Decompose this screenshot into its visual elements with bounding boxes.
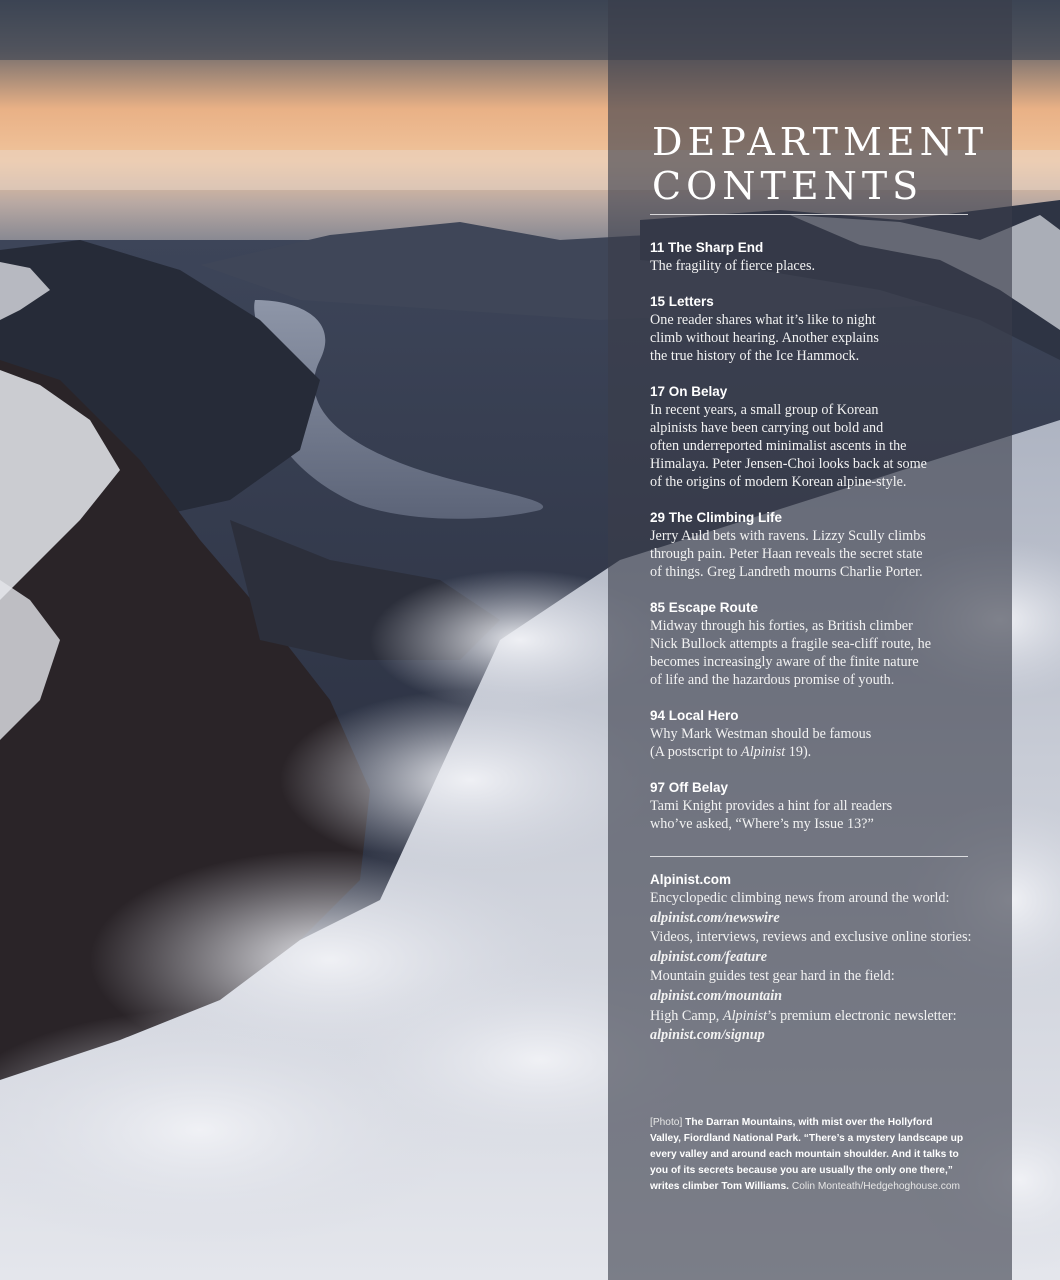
web-link-newswire[interactable]: alpinist.com/newswire — [650, 909, 780, 926]
entry-heading: 29 The Climbing Life — [650, 510, 783, 525]
web-item-text: Encyclopedic climbing news from around the world: — [650, 890, 950, 906]
caption-tag: [Photo] — [650, 1117, 683, 1128]
web-item-text — [650, 1007, 980, 1027]
entry-heading: 17 On Belay — [650, 384, 728, 399]
web-heading[interactable]: Alpinist.com — [650, 872, 732, 887]
contents-entry[interactable] — [650, 383, 980, 491]
entry-description — [650, 797, 980, 833]
magazine-title: Alpinist — [741, 744, 786, 760]
entry-line: In recent years, a small group of Korean — [650, 402, 879, 418]
contents-entry[interactable] — [650, 293, 980, 365]
caption-line: every valley and around each mountain shoulder. And it talks to — [650, 1149, 959, 1160]
entry-description — [650, 311, 980, 365]
entry-line: becomes increasingly aware of the finite nature — [650, 654, 919, 670]
entry-text: (A postscript to — [650, 744, 742, 760]
entry-description — [650, 527, 980, 581]
web-item-text-b: ’s premium electronic newsletter: — [767, 1007, 957, 1024]
caption-text: writes climber Tom Williams. — [650, 1181, 789, 1192]
entry-line: Jerry Auld bets with ravens. Lizzy Scully climbs — [650, 528, 926, 544]
entry-line: Tami Knight provides a hint for all readers — [650, 798, 893, 814]
entry-line — [650, 743, 980, 761]
entry-line: who’ve asked, “Where’s my Issue 13?” — [650, 816, 874, 832]
entry-line: Himalaya. Peter Jensen-Choi looks back at some — [650, 456, 927, 472]
caption-text: The Darran Mountains, with mist over the Hollyford — [685, 1117, 933, 1128]
caption-line — [650, 1115, 975, 1131]
entry-description — [650, 401, 980, 491]
entry-heading: 11 The Sharp End — [650, 240, 764, 255]
entry-line: Nick Bullock attempts a fragile sea-cliff route, he — [650, 636, 932, 652]
entry-heading: 15 Letters — [650, 294, 714, 309]
caption-line: Valley, Fiordland National Park. “There’s a mystery landscape up — [650, 1133, 964, 1144]
entry-line: of life and the hazardous promise of youth. — [650, 672, 895, 688]
entry-line: Why Mark Westman should be famous — [650, 726, 872, 742]
entry-line: of the origins of modern Korean alpine-style. — [650, 474, 907, 490]
entry-description — [650, 257, 980, 275]
title-line-2: CONTENTS — [652, 164, 924, 208]
web-item-text: Mountain guides test gear hard in the field: — [650, 968, 895, 985]
web-link-mountain[interactable]: alpinist.com/mountain — [650, 987, 783, 1004]
entry-heading: 85 Escape Route — [650, 600, 759, 615]
entry-line: Midway through his forties, as British climber — [650, 618, 913, 634]
page-title — [652, 120, 992, 208]
contents-entry[interactable] — [650, 779, 980, 833]
bottom-divider — [650, 856, 968, 857]
entry-line: alpinists have been carrying out bold and — [650, 420, 884, 436]
web-link-signup[interactable]: alpinist.com/signup — [650, 1027, 765, 1044]
contents-entry[interactable] — [650, 707, 980, 761]
web-item-text: Videos, interviews, reviews and exclusive online stories: — [650, 929, 972, 946]
web-list — [650, 889, 980, 1046]
entry-line: through pain. Peter Haan reveals the secret state — [650, 546, 923, 562]
entry-description — [650, 725, 980, 761]
entry-description — [650, 617, 980, 689]
caption-line: you of its secrets because you are usually the only one there,” — [650, 1165, 953, 1176]
entry-line: often underreported minimalist ascents in the — [650, 438, 907, 454]
entry-line: One reader shares what it’s like to night — [650, 312, 876, 328]
contents-entry[interactable] — [650, 509, 980, 581]
web-link-feature[interactable]: alpinist.com/feature — [650, 948, 768, 965]
photo-credit: Colin Monteath/Hedgehoghouse.com — [791, 1181, 961, 1192]
entry-line: of things. Greg Landreth mourns Charlie Porter. — [650, 564, 923, 580]
web-section — [650, 871, 980, 1046]
magazine-title: Alpinist — [722, 1007, 768, 1024]
web-item-text-a: High Camp, — [650, 1007, 723, 1024]
entry-line: climb without hearing. Another explains — [650, 330, 879, 346]
top-divider — [650, 214, 968, 215]
caption-line — [650, 1179, 975, 1195]
entry-line: The fragility of fierce places. — [650, 258, 816, 274]
contents-entry[interactable] — [650, 599, 980, 689]
contents-entry[interactable] — [650, 239, 980, 275]
photo-caption — [650, 1115, 975, 1195]
entry-heading: 94 Local Hero — [650, 708, 739, 723]
entry-line: the true history of the Ice Hammock. — [650, 348, 860, 364]
entry-heading: 97 Off Belay — [650, 780, 729, 795]
title-line-1: DEPARTMENT — [652, 120, 989, 164]
entry-text: 19). — [785, 744, 812, 760]
